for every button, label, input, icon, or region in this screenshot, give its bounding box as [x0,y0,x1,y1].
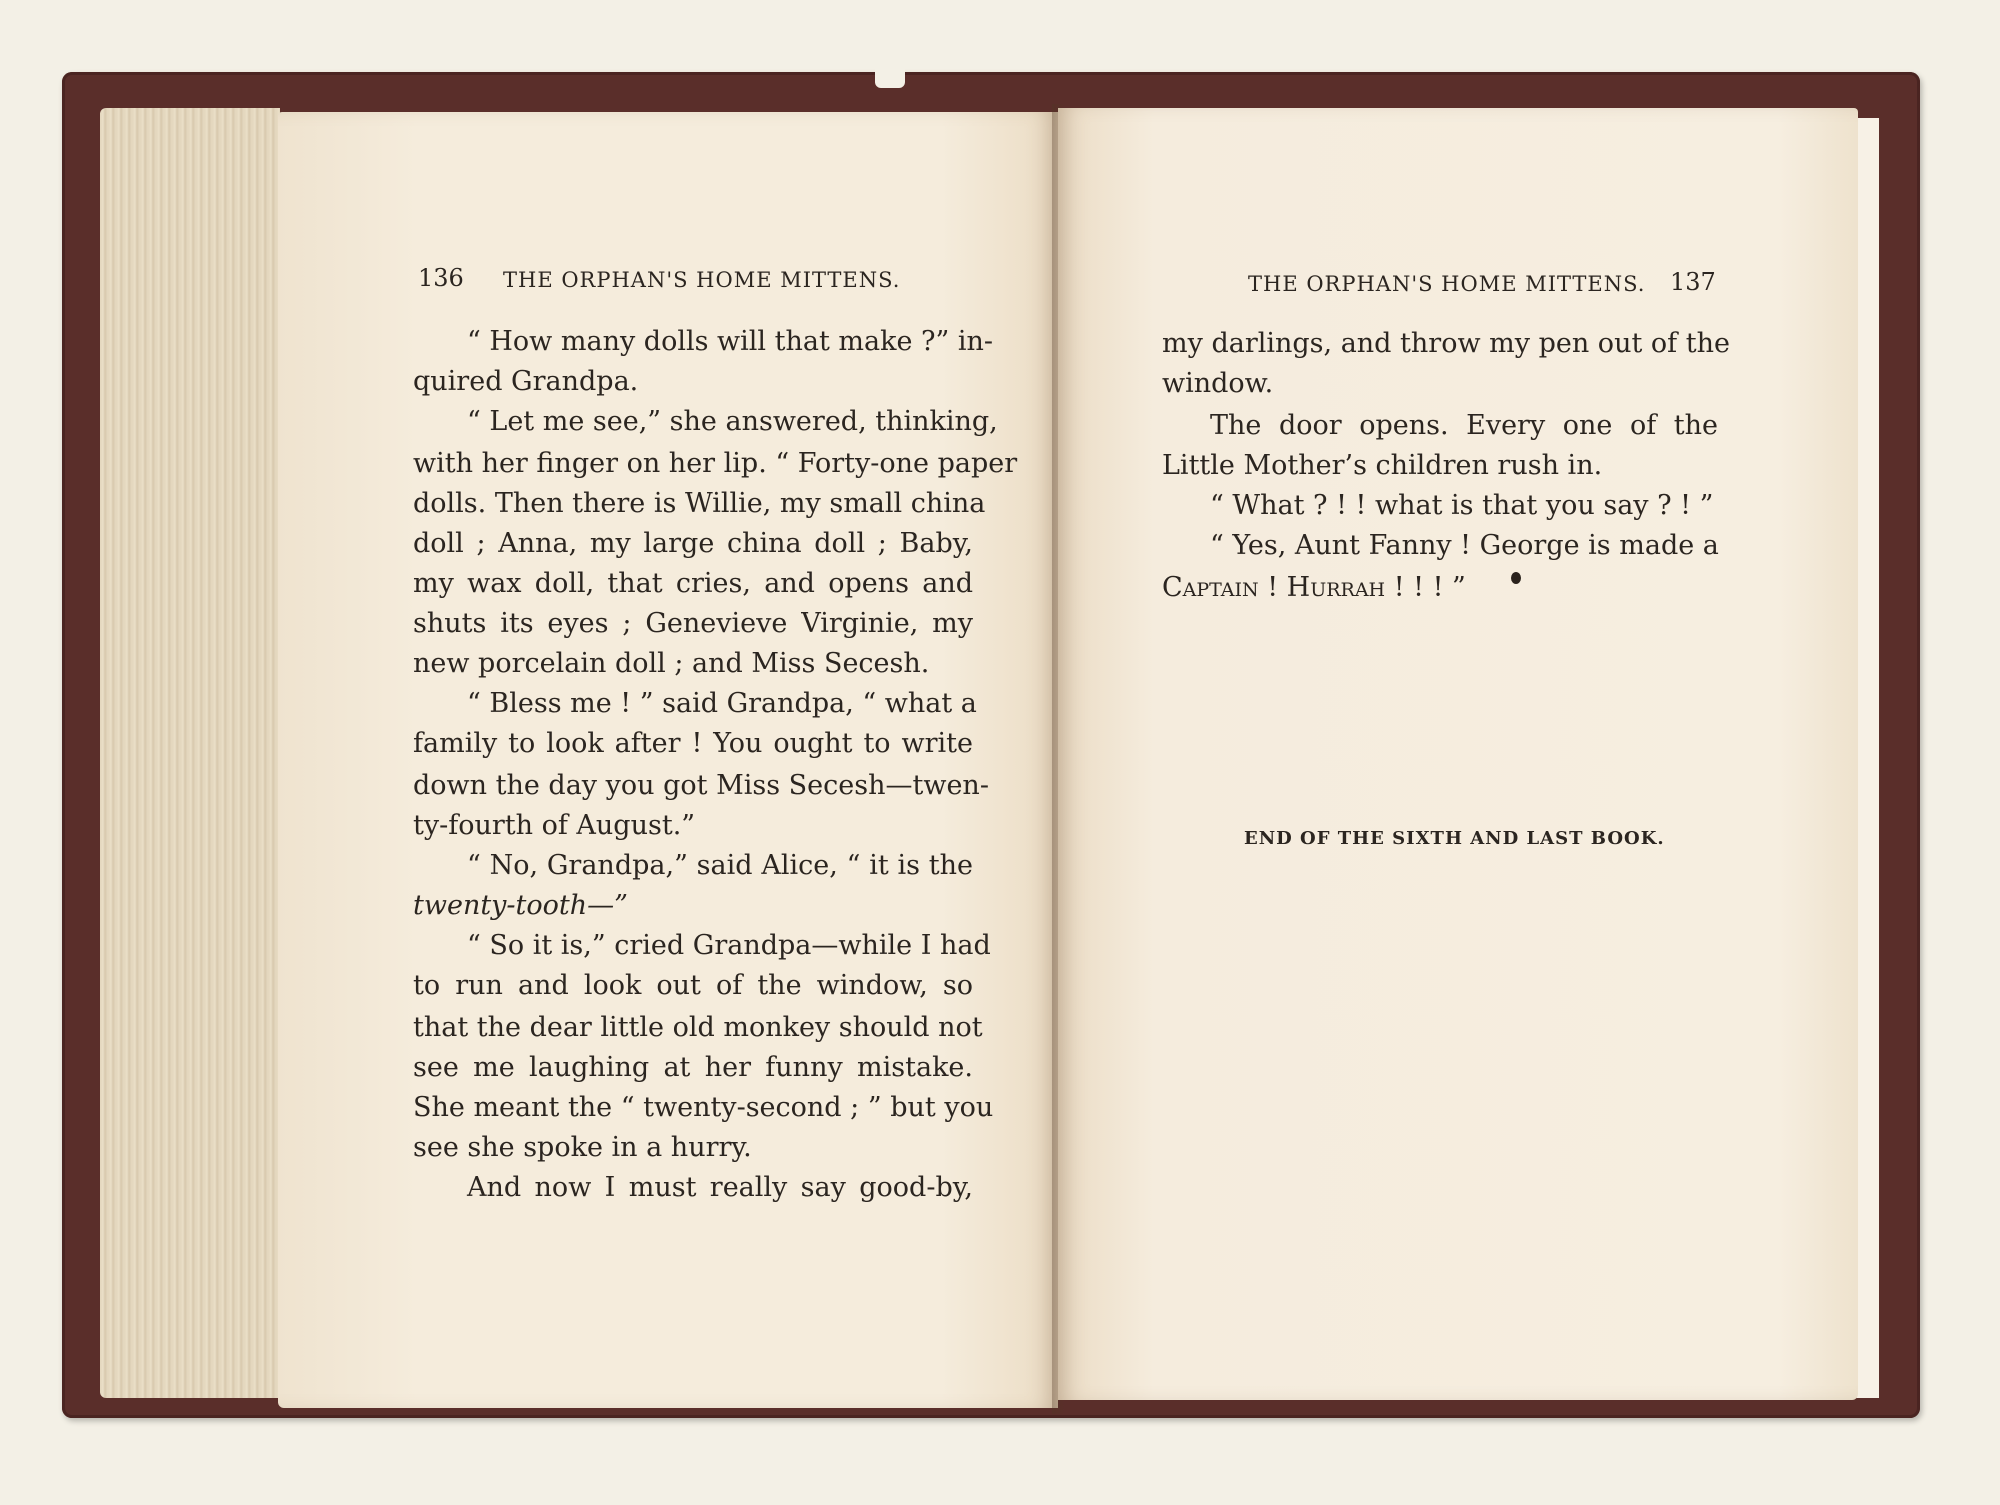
text-line: “ So it is,” cried Grandpa—while I had [467,930,991,961]
text-line: The door opens. Every one of the [1210,410,1718,441]
right-page-number: 137 [1670,268,1716,296]
text-line: “ What ? ! ! what is that you say ? ! ” [1210,490,1714,521]
text-line: twenty-tooth—” [413,890,628,921]
text-line: window. [1162,368,1274,399]
text-line: “ How many dolls will that make ?” in- [467,326,994,357]
text-line: with her finger on her lip. “ Forty-one paper [413,448,1018,479]
text-line: down the day you got Miss Secesh—twen- [413,770,989,801]
ink-spot [1511,572,1521,584]
left-running-head: THE ORPHAN'S HOME MITTENS. [503,268,901,292]
text-line: my darlings, and throw my pen out of the [1162,328,1730,359]
text-line: ty-fourth of August.” [413,810,696,841]
text-line: She meant the “ twenty-second ; ” but you [413,1092,994,1123]
text-line: “ Yes, Aunt Fanny ! George is made a [1210,530,1719,561]
text-line: see me laughing at her funny mistake. [413,1052,973,1083]
right-page-edge [1856,118,1879,1398]
text-line: quired Grandpa. [413,366,639,397]
text-line: Captain ! Hurrah ! ! ! ” [1162,572,1466,603]
text-line: dolls. Then there is Willie, my small china [413,488,986,519]
cover-notch [875,60,905,88]
text-line: “ Let me see,” she answered, thinking, [467,406,998,437]
text-line: shuts its eyes ; Genevieve Virginie, my [413,608,973,639]
text-line: see she spoke in a hurry. [413,1132,752,1163]
right-page [1058,108,1858,1400]
text-line: Little Mother’s children rush in. [1162,450,1603,481]
left-page-number: 136 [418,264,464,292]
text-line: “ No, Grandpa,” said Alice, “ it is the [467,850,973,881]
text-line: And now I must really say good-by, [467,1172,973,1203]
right-running-head: THE ORPHAN'S HOME MITTENS. [1248,272,1646,296]
page-stack [100,108,280,1398]
text-line: my wax doll, that cries, and opens and [413,568,973,599]
text-line: “ Bless me ! ” said Grandpa, “ what a [467,688,977,719]
text-line: family to look after ! You ought to write [413,728,973,759]
text-line: new porcelain doll ; and Miss Secesh. [413,648,930,679]
text-line: to run and look out of the window, so [413,970,973,1001]
end-note: END OF THE SIXTH AND LAST BOOK. [1244,828,1665,849]
left-page [278,112,1058,1408]
text-line: doll ; Anna, my large china doll ; Baby, [413,528,973,559]
text-line: that the dear little old monkey should not [413,1012,983,1043]
